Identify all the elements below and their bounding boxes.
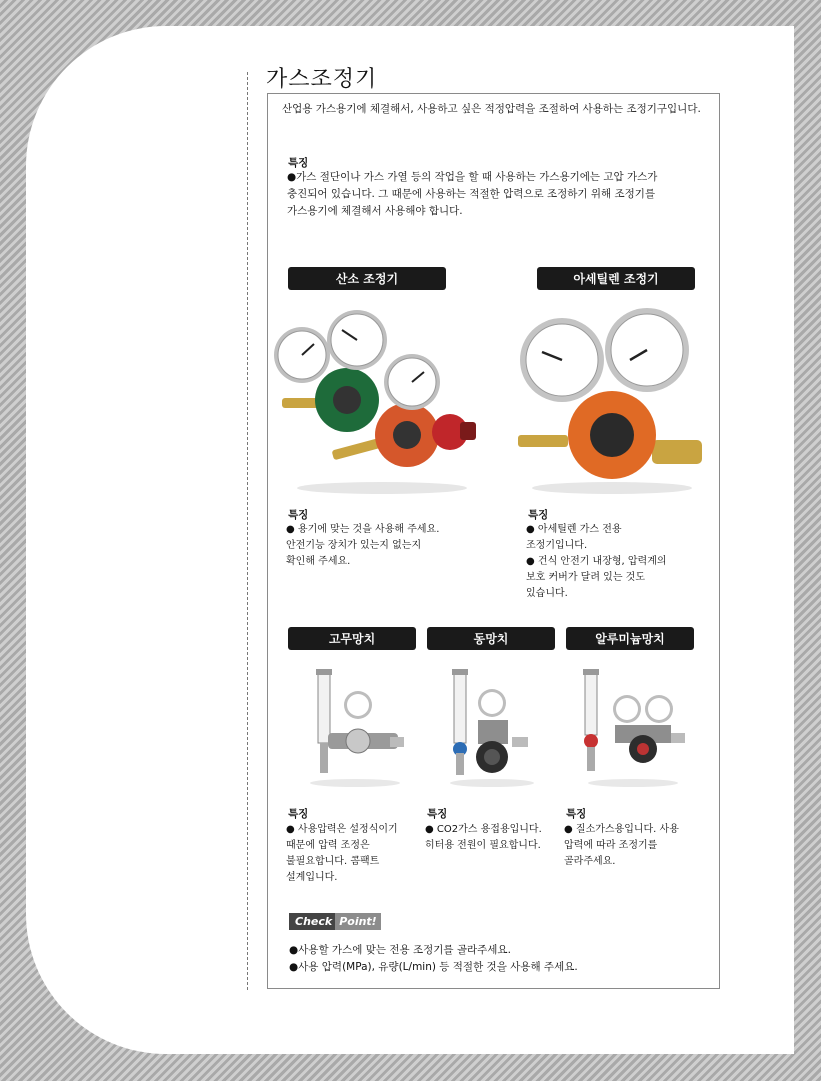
rubber-hammer-feature-heading: 특징 [288, 808, 309, 820]
copper-hammer-feature-text: ● CO2가스 용접용입니다. 히터용 전원이 필요합니다. [425, 824, 542, 851]
label-acetylene-regulator: 아세틸렌 조정기 [537, 267, 695, 290]
check-badge-left: Check [289, 913, 335, 930]
check-badge-right: Point! [335, 913, 381, 930]
check-point-line-2: ●사용 압력(MPa), 유량(L/min) 등 적절한 것을 사용해 주세요. [289, 961, 578, 973]
flowmeter-regulator-image-3 [575, 665, 690, 790]
rubber-hammer-feature-text: ● 사용압력은 설정식이기 때문에 압력 조정은 불필요합니다. 콤팩트 설계입니다. [286, 824, 398, 883]
dotted-margin-line [247, 72, 248, 990]
intro-text: 산업용 가스용기에 체결해서, 사용하고 싶은 적정압력을 조절하여 사용하는 조정기구입니다. [282, 103, 701, 115]
oxygen-feature-heading: 특징 [288, 509, 309, 521]
aluminum-hammer-feature-text: ● 질소가스용입니다. 사용 압력에 따라 조정기를 골라주세요. [564, 824, 679, 867]
label-copper-hammer: 동망치 [427, 627, 555, 650]
oxygen-regulator-image [272, 300, 482, 500]
copper-hammer-feature-heading: 특징 [427, 808, 448, 820]
label-aluminum-hammer: 알루미늄망치 [566, 627, 694, 650]
oxygen-feature-text: ● 용기에 맞는 것을 사용해 주세요. 안전기능 장치가 있는지 없는지 확인해 주세요. [286, 524, 440, 567]
main-feature-heading: 특징 [288, 157, 309, 169]
flowmeter-regulator-image-1 [300, 665, 410, 790]
label-rubber-hammer: 고무망치 [288, 627, 416, 650]
check-point-badge [289, 913, 377, 930]
acetylene-regulator-image [512, 300, 712, 500]
page-title: 가스조정기 [266, 67, 378, 92]
acetylene-feature-text: ● 아세틸렌 가스 전용 조정기입니다. ● 건식 안전기 내장형, 압력계의 보호 커버가 달려 있는 것도 있습니다. [526, 524, 667, 599]
acetylene-feature-heading: 특징 [528, 509, 549, 521]
label-oxygen-regulator: 산소 조정기 [288, 267, 446, 290]
check-point-line-1: ●사용할 가스에 맞는 전용 조정기를 골라주세요. [289, 944, 511, 956]
flowmeter-regulator-image-2 [440, 665, 545, 790]
aluminum-hammer-feature-heading: 특징 [566, 808, 587, 820]
main-feature-text: ●가스 절단이나 가스 가열 등의 작업을 할 때 사용하는 가스용기에는 고압 가스가 충진되어 있습니다. 그 때문에 사용하는 적절한 압력으로 조정하기 위해 조정기를 가스용기에 체결해서 사용해야 합니다. [287, 171, 658, 217]
